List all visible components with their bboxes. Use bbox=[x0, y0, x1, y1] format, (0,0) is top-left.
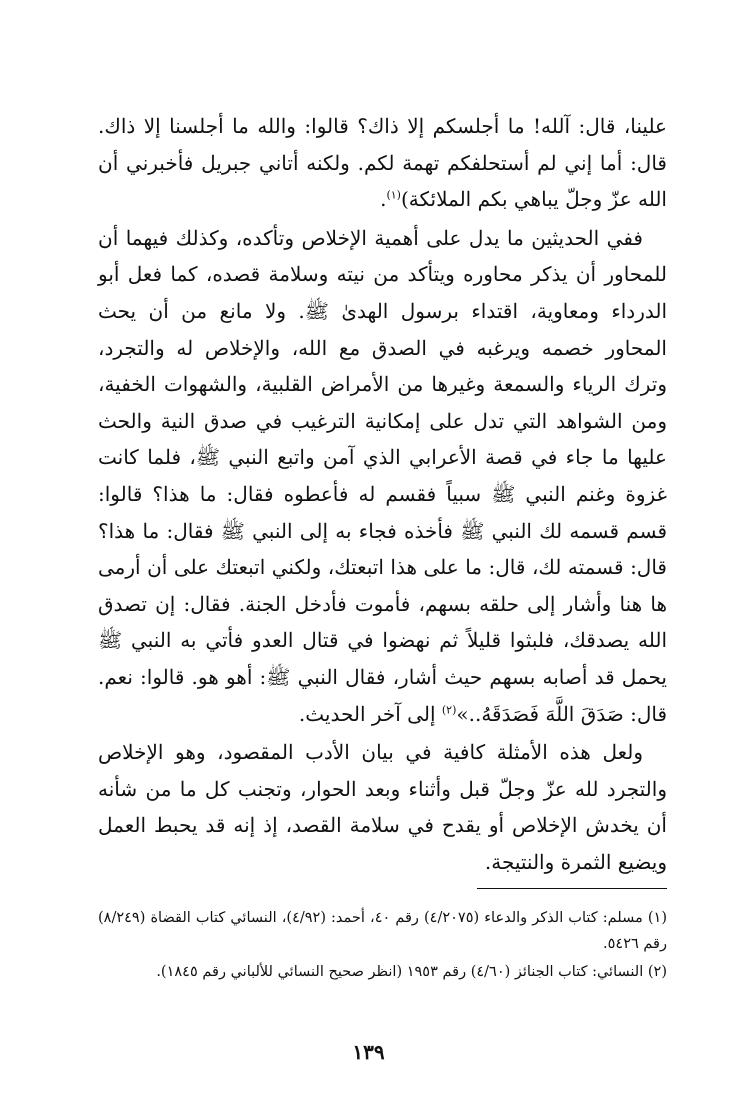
footnote-1: (١) مسلم: كتاب الذكر والدعاء (٤/٢٠٧٥) رقم ٤٠، أحمد: (٤/٩٢)، النسائي كتاب القضاة (٨/٢٤٩) رقم ٥٤٢٦. bbox=[98, 910, 667, 952]
paragraph-2-tail: إلى آخر الحديث. bbox=[298, 701, 442, 726]
paragraph-3 bbox=[98, 734, 667, 880]
footnotes bbox=[98, 905, 667, 987]
footnote-divider bbox=[477, 888, 667, 889]
page-number: ١٣٩ bbox=[352, 1040, 385, 1064]
paragraph-1-tail: . bbox=[380, 187, 387, 212]
page-body bbox=[98, 108, 667, 880]
footnote-ref-1[interactable]: (١) bbox=[386, 188, 401, 202]
footnote-ref-2[interactable]: (٢) bbox=[441, 702, 457, 716]
paragraph-1-text: علينا، قال: آلله! ما أجلسكم إلا ذاك؟ قالوا: والله ما أجلسنا إلا ذاك. قال: أما إني لم أستحلفكم تهمة لكم. ولكنه أتاني جبريل فأخبرني أن الله عزّ وجلّ يباهي بكم الملائكة) bbox=[98, 114, 667, 212]
footnote-2: (٢) النسائي: كتاب الجنائز (٤/٦٠) رقم ١٩٥٣ (انظر صحيح النسائي للألباني رقم ١٨٤٥). bbox=[156, 964, 667, 980]
paragraph-3-text: ولعل هذه الأمثلة كافية في بيان الأدب المقصود، وهو الإخلاص والتجرد لله عزّ وجلّ قبل وأثناء وبعد الحوار، وتجنب كل ما من شأنه أن يخدش الإخلاص أو يقدح في سلامة القصد، إذ إنه قد يحبط العمل ويضيع الثمرة والنتيجة. bbox=[98, 740, 667, 874]
paragraph-1 bbox=[98, 108, 667, 218]
paragraph-2 bbox=[98, 220, 667, 732]
paragraph-2-text: ففي الحديثين ما يدل على أهمية الإخلاص وتأكده، وكذلك فيهما أن للمحاور أن يذكر محاوره ويتأكد من نيته وسلامة قصده، كما فعل أبو الدرداء ومعاوية، اقتداء برسول الهدىٰ ﷺ. ولا مانع من أن يحث المحاور خصمه ويرغبه في الصدق مع الله، والإخلاص له والتجرد، وترك الرياء والسمعة وغيرها من الأمراض القلبية، والشهوات الخفية، ومن الشواهد التي تدل على إمكانية الترغيب في صدق النية والحث عليها ما جاء في قصة الأعرابي الذي آمن واتبع النبي ﷺ، فلما كانت غزوة وغنم النبي ﷺ سبياً فقسم له فأعطوه فقال: ما هذا؟ قالوا: قسم قسمه لك النبي ﷺ فأخذه فجاء به إلى النبي ﷺ فقال: ما هذا؟ قال: قسمته لك، قال: ما على هذا اتبعتك، ولكني اتبعتك على أن أرمى ها هنا وأشار إلى حلقه بسهم، فأموت فأدخل الجنة. فقال: إن تصدق الله يصدقك، فلبثوا قليلاً ثم نهضوا في قتال العدو فأتي به النبي ﷺ يحمل قد أصابه بسهم حيث أشار، فقال النبي ﷺ: أهو هو. قالوا: نعم. قال: صَدَقَ اللَّهَ فَصَدَقَهُ..» bbox=[98, 225, 667, 726]
